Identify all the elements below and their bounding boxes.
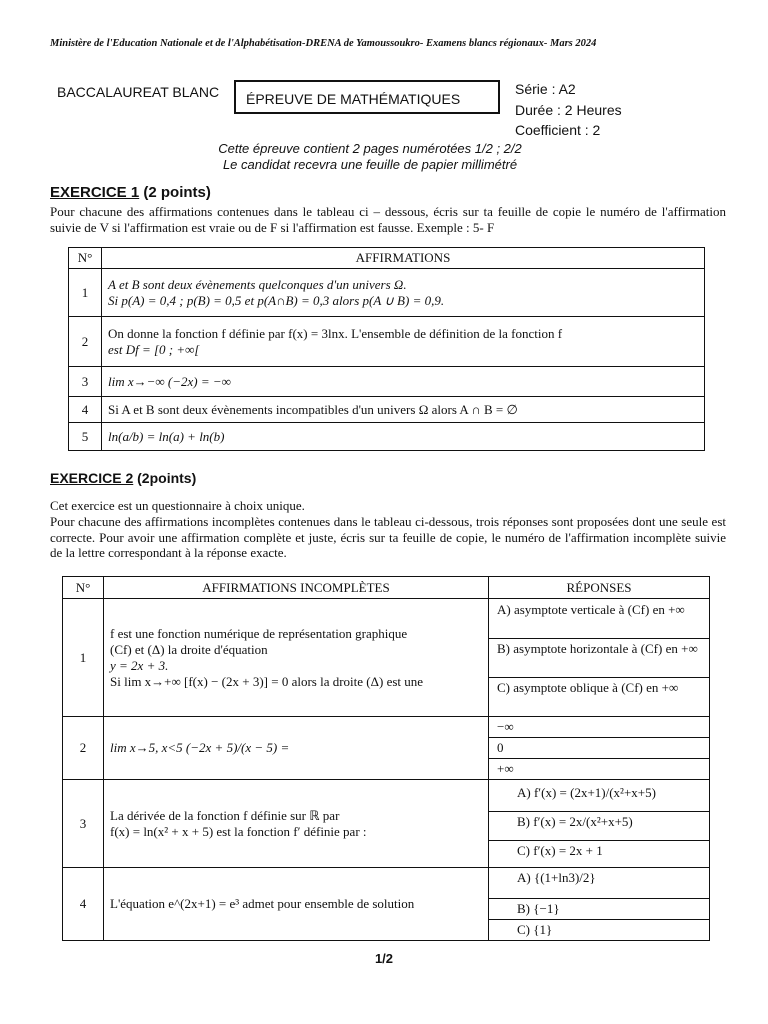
paper-note: Le candidat recevra une feuille de papier millimétré xyxy=(222,157,518,172)
response-a: A) f′(x) = (2x+1)/(x²+x+5) xyxy=(489,783,709,812)
question-4: L'équation e^(2x+1) = e³ admet pour ensemble de solution xyxy=(104,868,489,941)
exercise-1-instructions: Pour chacune des affirmations contenues dans le tableau ci – dessous, écris sur ta feuille de copie le numéro de l'affirmation suivie de V si l'affirmation est vraie ou de F si l'affirmation est fausse. Exemple : 5- F xyxy=(50,204,726,235)
row-number: 5 xyxy=(69,423,102,451)
col-number: N° xyxy=(69,248,102,269)
exercise-2-intro: Cet exercice est un questionnaire à choix unique. xyxy=(50,498,305,513)
affirmation-4: Si A et B sont deux évènements incompatibles d'un univers Ω alors A ∩ B = ∅ xyxy=(102,397,705,423)
exercise-2-table xyxy=(62,576,710,941)
page-number: 1/2 xyxy=(374,951,394,966)
pages-note: Cette épreuve contient 2 pages numérotées 1/2 ; 2/2 xyxy=(218,141,522,156)
question-3: La dérivée de la fonction f définie sur ℝ par f(x) = ln(x² + x + 5) est la fonction f′ définie par : xyxy=(104,780,489,868)
affirmation-5: ln(a/b) = ln(a) + ln(b) xyxy=(102,423,705,451)
response-c: C) asymptote oblique à (Cf) en +∞ xyxy=(497,679,679,695)
affirmation-3: lim x→−∞ (−2x) = −∞ xyxy=(102,367,705,397)
row-number: 4 xyxy=(63,868,104,941)
response-b: 0 xyxy=(489,738,709,759)
col-number: N° xyxy=(63,577,104,599)
response-b: B) asymptote horizontale à (Cf) en +∞ xyxy=(489,639,709,678)
exercise-1-title: EXERCICE 1 (2 points) xyxy=(50,184,211,201)
row-number: 3 xyxy=(63,780,104,868)
col-affirmations: AFFIRMATIONS INCOMPLÈTES xyxy=(104,577,489,599)
row-number: 2 xyxy=(69,317,102,367)
exercise-2-instructions: Pour chacune des affirmations incomplètes contenues dans le tableau ci-dessous, trois réponses sont proposées dont une seule est correcte. Pour avoir une affirmation complète et juste, écris sur ta feuille de copie, le numéro de l'affirmation incomplète suivie de la lettre correspondant à la réponse exacte. xyxy=(50,514,726,560)
responses-2 xyxy=(489,717,710,780)
response-c: C) {1} xyxy=(517,922,553,937)
response-b: B) f′(x) = 2x/(x²+x+5) xyxy=(489,812,709,841)
affirmation-1: A et B sont deux évènements quelconques d'un univers Ω. Si p(A) = 0,4 ; p(B) = 0,5 et p(A∩B) = 0,3 alors p(A ∪ B) = 0,9. xyxy=(102,269,705,317)
responses-3 xyxy=(489,780,710,868)
serie: Série : A2 xyxy=(515,81,576,97)
response-a: −∞ xyxy=(489,717,709,738)
responses-4 xyxy=(489,868,710,941)
row-number: 1 xyxy=(63,599,104,717)
row-number: 3 xyxy=(69,367,102,397)
question-1: f est une fonction numérique de représentation graphique (Cf) et (Δ) la droite d'équation y = 2x + 3. Si lim x→+∞ [f(x) − (2x + 3)] = 0 alors la droite (Δ) est une xyxy=(104,599,489,717)
subject-box: ÉPREUVE DE MATHÉMATIQUES xyxy=(234,80,500,114)
response-b: B) {−1} xyxy=(489,899,709,920)
coefficient: Coefficient : 2 xyxy=(515,122,601,138)
duree: Durée : 2 Heures xyxy=(515,102,622,118)
affirmation-2: On donne la fonction f définie par f(x) = 3lnx. L'ensemble de définition de la fonction f est Df = [0 ; +∞[ xyxy=(102,317,705,367)
exercise-2-title: EXERCICE 2 (2points) xyxy=(50,470,197,486)
response-a: A) asymptote verticale à (Cf) en +∞ xyxy=(489,600,709,639)
col-responses: RÉPONSES xyxy=(489,577,710,599)
page-header: Ministère de l'Education Nationale et de l'Alphabétisation-DRENA de Yamoussoukro- Examens blancs régionaux- Mars 2024 xyxy=(50,38,597,49)
col-affirmations: AFFIRMATIONS xyxy=(102,248,705,269)
exam-type: BACCALAUREAT BLANC xyxy=(57,84,220,100)
response-a: A) {(1+ln3)/2} xyxy=(489,868,709,899)
response-c: +∞ xyxy=(497,761,514,776)
question-2: lim x→5, x<5 (−2x + 5)/(x − 5) = xyxy=(104,717,489,780)
responses-1 xyxy=(489,599,710,717)
response-c: C) f′(x) = 2x + 1 xyxy=(517,842,603,858)
row-number: 4 xyxy=(69,397,102,423)
row-number: 2 xyxy=(63,717,104,780)
exercise-1-table xyxy=(68,247,705,451)
row-number: 1 xyxy=(69,269,102,317)
